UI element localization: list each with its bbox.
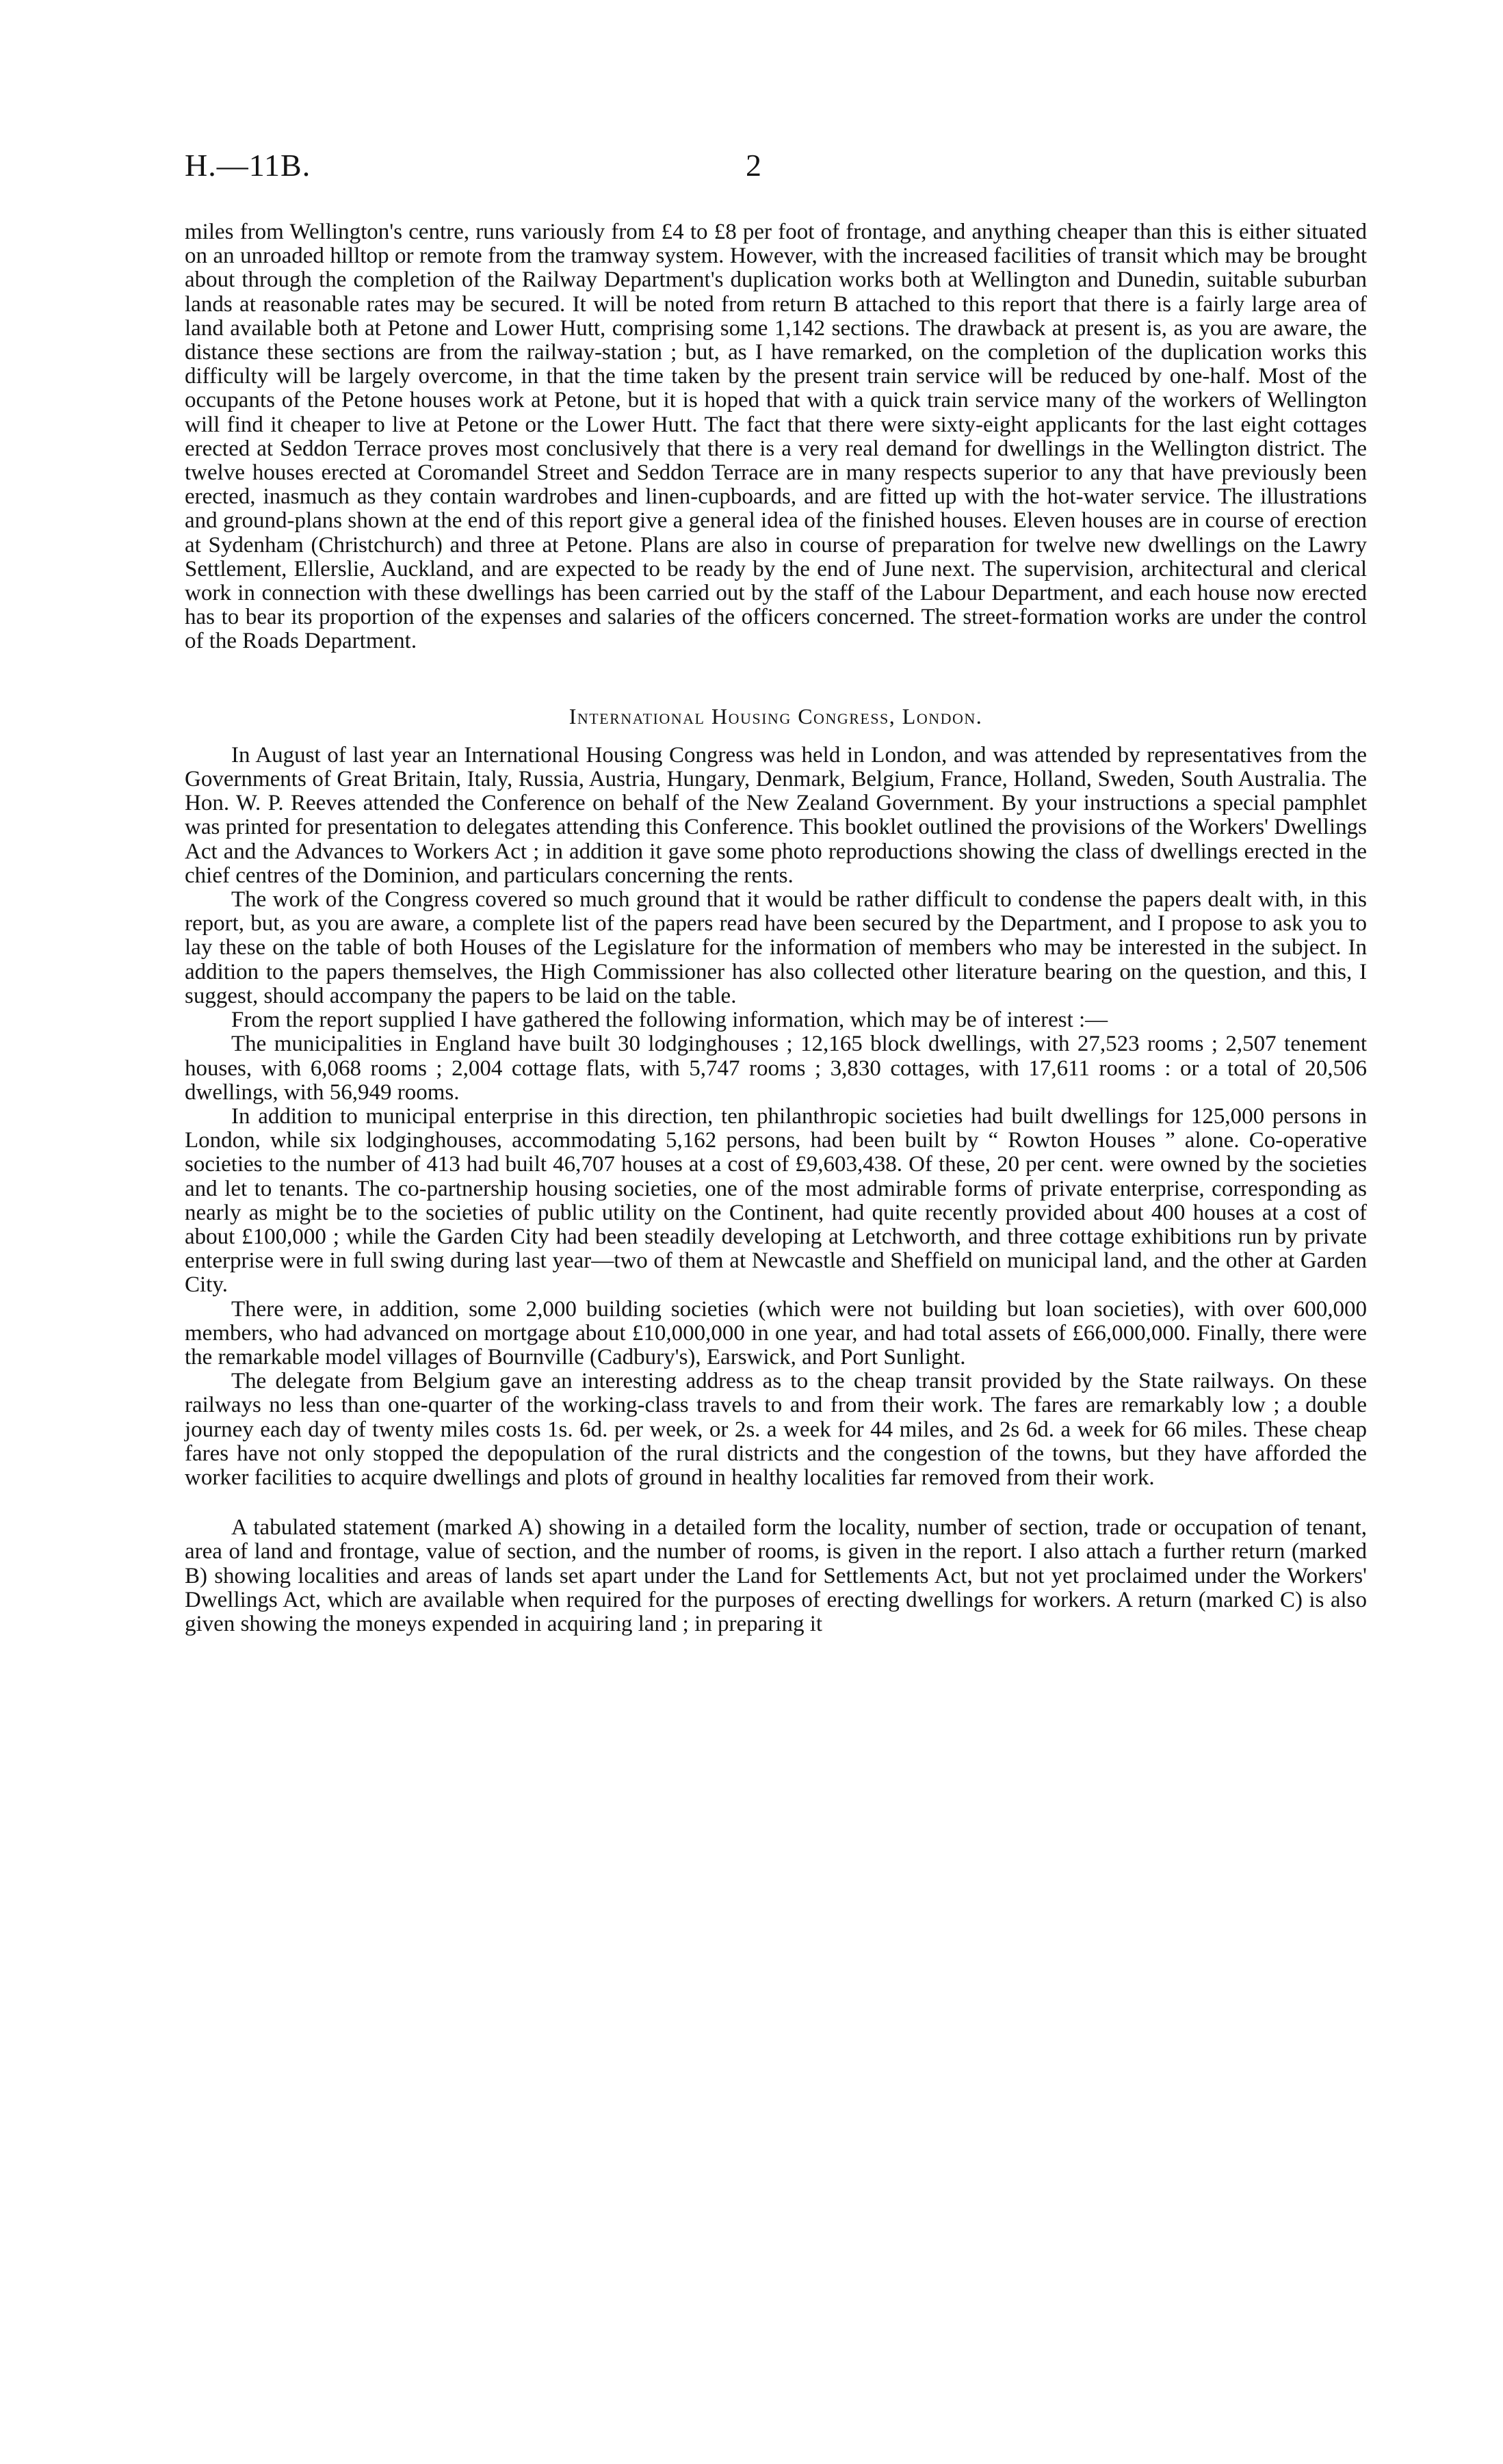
paragraph-municipalities: The municipalities in England have built 30 lodginghouses ; 12,165 block dwellings, with 27,523 rooms ; 2,507 tenement houses, with 6,068 rooms ; 2,004 cottage flats, with 5,747 rooms ; 3,830 cottages, with 17,611 rooms : or a total of 20,506 dwellings, with 56,949 rooms. <box>185 1032 1367 1105</box>
paragraph-philanthropic-societies: In addition to municipal enterprise in this direction, ten philanthropic societies had built dwellings for 125,000 persons in London, while six lodginghouses, accommodating 5,162 persons, had been built by “ Rowton Houses ” alone. Co-operative societies to the number of 413 had built 46,707 houses at a cost of £9,603,438. Of these, 20 per cent. were owned by the societies and let to tenants. The co-partnership housing societies, one of the most admirable forms of private enterprise, corresponding as nearly as might be to the societies of public utility on the Continent, had quite recently provided about 400 houses at a cost of about £100,000 ; while the Garden City had been steadily developing at Letchworth, and three cottage exhibitions run by private enterprise were in full swing during last year—two of them at Newcastle and Sheffield on municipal land, and the other at Garden City. <box>185 1103 1367 1298</box>
body-text <box>185 220 1367 1636</box>
paragraph-belgium-transit: The delegate from Belgium gave an interesting address as to the cheap transit provided by the State railways. On these railways no less than one-quarter of the working-class travels to and from their work. The fares are remarkably low ; a double journey each day of twenty miles costs 1s. 6d. per week, or 2s. a week for 44 miles, and 2s 6d. a week for 66 miles. These cheap fares have not only stopped the depopulation of the rural districts and the congestion of the towns, but they have afforded the worker facilities to acquire dwellings and plots of ground in healthy localities far removed from their work. <box>185 1369 1367 1490</box>
document-reference: H.—11B. <box>185 148 311 183</box>
page-number: 2 <box>746 148 761 183</box>
paragraph-congress-work: The work of the Congress covered so much ground that it would be rather difficult to condense the papers dealt with, in this report, but, as you are aware, a complete list of the papers read have been secured by the Department, and I propose to ask you to lay these on the table of both Houses of the Legislature for the information of members who may be interested in the subject. In addition to the papers themselves, the High Commissioner has also collected other literature bearing on the question, and this, I suggest, should accompany the papers to be laid on the table. <box>185 887 1367 1008</box>
intro-paragraph: miles from Wellington's centre, runs variously from £4 to £8 per foot of frontage, and anything cheaper than this is either situated on an unroaded hilltop or remote from the tramway system. However, with the increased facilities of transit which may be brought about through the completion of the Railway Department's duplication works both at Wellington and Dunedin, suitable suburban lands at reasonable rates may be secured. It will be noted from return B attached to this report that there is a fairly large area of land available both at Petone and Lower Hutt, comprising some 1,142 sections. The drawback at present is, as you are aware, the distance these sections are from the railway-station ; but, as I have remarked, on the completion of the duplication works this difficulty will be largely overcome, in that the time taken by the present train service will be reduced by one-half. Most of the occupants of the Petone houses work at Petone, but it is hoped that with a quick train service many of the workers of Wellington will find it cheaper to live at Petone or the Lower Hutt. The fact that there were sixty-eight applicants for the last eight cottages erected at Seddon Terrace proves most conclusively that there is a very real demand for dwellings in the Wellington district. The twelve houses erected at Coromandel Street and Seddon Terrace are in many respects superior to any that have previously been erected, inasmuch as they contain wardrobes and linen-cupboards, and are fitted up with the hot-water service. The illustrations and ground-plans shown at the end of this report give a general idea of the finished houses. Eleven houses are in course of erection at Sydenham (Christchurch) and three at Petone. Plans are also in course of preparation for twelve new dwellings on the Lawry Settlement, Ellerslie, Auckland, and are expected to be ready by the end of June next. The supervision, architectural and clerical work in connection with these dwellings has been carried out by the staff of the Labour Department, and each house now erected has to bear its proportion of the expenses and salaries of the officers concerned. The street-formation works are under the control of the Roads Department. <box>185 220 1367 654</box>
paragraph-report-intro: From the report supplied I have gathered the following information, which may be of interest :— <box>231 1008 1108 1033</box>
paragraph-tabulated-statement: A tabulated statement (marked A) showing in a detailed form the locality, number of section, trade or occupation of tenant, area of land and frontage, value of section, and the number of rooms, is given in the report. I also attach a further return (marked B) showing localities and areas of lands set apart under the Land for Settlements Act, but not yet proclaimed under the Workers' Dwellings Act, which are available when required for the purposes of erecting dwellings for workers. A return (marked C) is also given showing the moneys expended in acquiring land ; in preparing it <box>185 1515 1367 1636</box>
paragraph-building-societies: There were, in addition, some 2,000 building societies (which were not building but loan societies), with over 600,000 members, who had advanced on mortgage about £10,000,000 in one year, and had total assets of £66,000,000. Finally, there were the remarkable model villages of Bournville (Cadbury's), Earswick, and Port Sunlight. <box>185 1296 1367 1369</box>
paragraph-conference: In August of last year an International Housing Congress was held in London, and was attended by representatives from the Governments of Great Britain, Italy, Russia, Austria, Hungary, Denmark, Belgium, France, Holland, Sweden, South Australia. The Hon. W. P. Reeves attended the Conference on behalf of the New Zealand Government. By your instructions a special pamphlet was printed for presentation to delegates attending this Conference. This booklet outlined the provisions of the Workers' Dwellings Act and the Advances to Workers Act ; in addition it gave some photo reproductions showing the class of dwellings erected in the chief centres of the Dominion, and particulars concerning the rents. <box>185 742 1367 888</box>
section-heading: International Housing Congress, London. <box>568 703 983 729</box>
page-header <box>185 147 1368 195</box>
